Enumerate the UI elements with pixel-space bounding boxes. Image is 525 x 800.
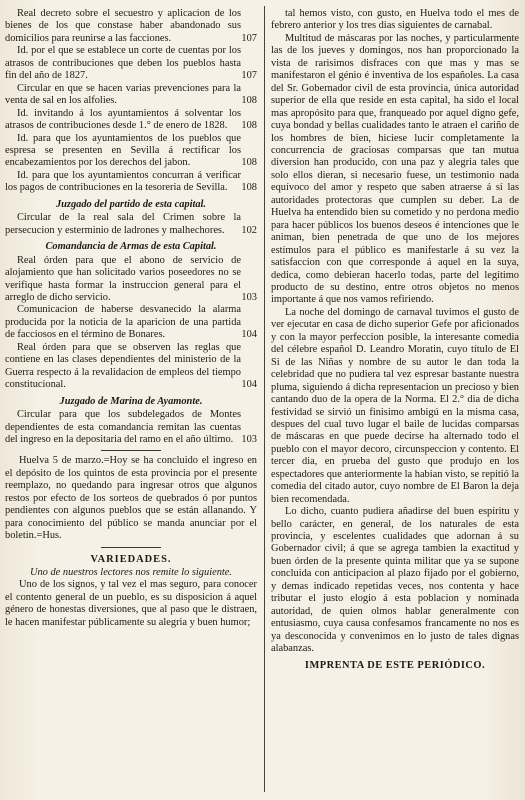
index-entry-text: Id. por el que se establece un corte de cuentas por los atrasos de contribuciones que deben los pueblos hasta fin del año de 1827. bbox=[5, 45, 241, 82]
index-entry bbox=[5, 170, 257, 195]
index-entry-text: Comunicacion de haberse desvanecido la alarma producida por la noticia de la aparicion de una partida de facciosos en el término de Bonares. bbox=[5, 304, 241, 341]
juzgado-heading: Juzgado del partido de esta capital. bbox=[55, 198, 207, 210]
article-paragraph-3: La noche del domingo de carnaval tuvimos el gusto de ver ejecutar en casa de dicho superior Gefe por aficionados y con la mayor perfeccion posible, la interesante comedia del célebre español D. Leandro Moratin, cuyo título de El Si de las Niñas y nombre de su autor le dan toda la celebridad que no pudiera tal vez espresar bastante nuestra pluma, siguiendo á dicha representacion un precioso y bien cantando duo de la opera de la Norma. El 2.° dia de dicha festividad se sirvió un finisimo ambigú en la misma casa, despues del cual tuvo lugar el baile de lucidas comparsas de máscaras en que puede decirse ha alternado todo el pueblo con el mayor decoro, circunspeccion y contento. El tercer dia, en prueba del gusto que produjo en los espectadores que anteriormente la habian visto, se repitió la comedia del citado autor, cuyo nombre de El Baron la deja bien recomendada. bbox=[271, 306, 519, 505]
index-entry-page: 107 bbox=[241, 32, 257, 44]
index-list-2 bbox=[5, 212, 257, 237]
variedades-title: VARIEDADES. bbox=[90, 553, 172, 565]
left-column bbox=[5, 8, 257, 629]
index-entry bbox=[5, 108, 257, 133]
index-entry-page: 102 bbox=[241, 224, 257, 236]
index-entry bbox=[5, 255, 257, 305]
index-entry-page: 108 bbox=[241, 182, 257, 194]
marina-heading: Juzgado de Marina de Ayamonte. bbox=[59, 395, 203, 407]
index-entry-page: 103 bbox=[241, 291, 257, 303]
index-entry bbox=[5, 133, 257, 170]
index-entry-text: Id. para que los ayuntamientos de los pueblos que espresa se presenten en Sevilla á rectificar los encabezamientos por los derechos del jabon. bbox=[5, 132, 241, 169]
article-paragraph-4: Lo dicho, cuanto pudiera añadirse del buen espíritu y bello carácter, en general, de los naturales de esta provincia, y escelentes cualidades que adornan á su Gobernador civil; á que se agrega tambien la exactitud y buen órden de la presente quinta militar que ya se supone concluida con anticipacion al plazo fijado por el gobierno, y demas indicado repetidas veces, nos contenta y hace tributar el justo elogio á esta poblacion y nominada autoridad, de quien olmos hablar generalmente con entusiasmo, cuya causa confesamos francamente no nos es ya desconocida y convenimos en lo justo de tales dignas alabanzas. bbox=[271, 506, 519, 655]
index-entry bbox=[5, 342, 257, 392]
index-entry-page: 103 bbox=[241, 433, 257, 445]
printer-imprint: IMPRENTA DE ESTE PERIÓDICO. bbox=[304, 659, 486, 671]
index-entry-text: Circular de la real sala del Crimen sobre la persecucion y esterminio de ladrones y malhechores. bbox=[5, 212, 241, 236]
right-column bbox=[271, 8, 519, 672]
index-entry bbox=[5, 83, 257, 108]
index-list-3 bbox=[5, 255, 257, 392]
index-entry-page: 108 bbox=[241, 157, 257, 169]
index-list-4 bbox=[5, 409, 257, 446]
index-entry-page: 104 bbox=[241, 329, 257, 341]
comandancia-heading: Comandancia de Armas de esta Capital. bbox=[45, 241, 217, 253]
huelva-notice: Huelva 5 de marzo.=Hoy se ha concluido el ingreso en el depósito de los quintos de esta provincia por el presente reemplazo, no quedando para ingresar otros que algunos restos por efecto de los sorteos de quebrados ó por puntos pendientes con algunos pueblos que se están allanando. Y para conocimiento del público se manda anunciar por el boletin.=Hus. bbox=[5, 455, 257, 542]
index-entry-text: Id. para que los ayuntamientos concurran á verificar los pagos de contribuciones en la tesoreria de Sevilla. bbox=[5, 169, 241, 194]
index-entry-page: 104 bbox=[241, 379, 257, 391]
index-entry-text: Real órden para que se observen las reglas que contiene en las clases dependientes del ministerio de la Guerra respecto á la revalidacion de empleos del tiempo constitucional. bbox=[5, 341, 241, 391]
index-entry-page: 108 bbox=[241, 95, 257, 107]
column-divider bbox=[264, 6, 265, 792]
index-entry-text: Id. invitando á los ayuntamientos á solventar los atrasos de contribuciones desde 1.° de enero de 1828. bbox=[5, 107, 241, 132]
article-paragraph-2: Multitud de máscaras por las noches, y particularmente las de los jueves y domingos, nos han proporcionado la vista de rarisimos disfraces con que mas y mas se manifestaron el génio é inventiva de los españoles. La casa del Sr. Gobernador civil de esta provincia, única autoridad superior de ella que reside en esta capital, ha sido el local mas apropósito para que, franqueado por aquel digno gefe, cuya bondad y bellas cualidades tanto le atraen el cariño de los hombres de bien, hiciese lucir completamente la concurrencia de graciosas comparsas que tan mutua diversion han producido, con una paz y alegria tales que solo ellos dieran, si necesario fuese, un testimonio nada equívoco del amor y respeto que saben atraerse á sí las autoridades protectoras que cumplen su deber. La de Huelva ha entendido bien su cometido y no perdona medio para hacer públicos los buenos deseos é intenciones que le animan, bien penetrada de que uno de los mejores estímulos para el público es manifestarle á su vez la satisfaccion con que corresponde á aquel en la suya, dedica, como debieran hacerlo todas, parte del legítimo producto de su destino, entre otros objetos no menos importante á que nos vamos refiriendo. bbox=[271, 32, 519, 306]
index-entry bbox=[5, 8, 257, 45]
separator-rule bbox=[101, 547, 161, 548]
index-list-1 bbox=[5, 8, 257, 195]
index-entry-page: 108 bbox=[241, 120, 257, 132]
index-entry bbox=[5, 409, 257, 446]
index-entry-text: Circular en que se hacen varias prevenciones para la venta de sal en los alfolies. bbox=[5, 82, 241, 107]
index-entry-page: 107 bbox=[241, 70, 257, 82]
index-entry bbox=[5, 45, 257, 82]
index-entry-text: Circular para que los subdelegados de Montes dependientes de esta comandancia remitan las cuentas del ingreso en la depositaria del ramo en el año último. bbox=[5, 409, 241, 445]
variedades-text: Uno de los signos, y tal vez el mas seguro, para conocer el contento general de un pueblo, es su disposicion á aquel género de honestas diversiones, que al paso que le distraen, le hacen manifestar públicamente su alegria y buen humor; bbox=[5, 579, 257, 628]
index-entry-text: Real órden para que el abono de servicio de alojamiento que han solicitado varios poseedores no se verifique hasta formar la instruccion general para el arreglo de dicho servicio. bbox=[5, 254, 241, 303]
variedades-subtitle: Uno de nuestros lectores nos remite lo siguiente. bbox=[29, 567, 232, 579]
article-paragraph-1: tal hemos visto, con gusto, en Huelva todo el mes de febrero anterior y los tres dias siguientes de carnabal. bbox=[271, 8, 519, 32]
index-entry bbox=[5, 304, 257, 341]
index-entry bbox=[5, 212, 257, 237]
index-entry-text: Real decreto sobre el secuestro y aplicacion de los bienes de los que constase haber abandonado sus domicilios para reunirse a las facciones. bbox=[5, 8, 241, 44]
separator-rule bbox=[101, 450, 161, 451]
